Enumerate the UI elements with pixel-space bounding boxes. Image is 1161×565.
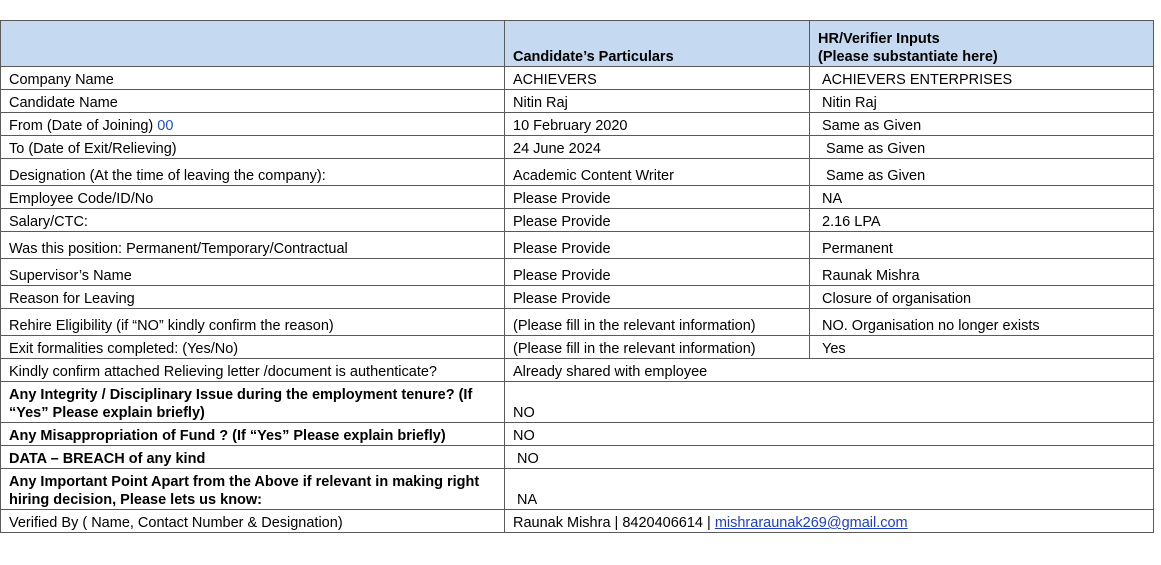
row-label: Any Integrity / Disciplinary Issue during the employment tenure? (If “Yes” Please explain briefly) — [1, 382, 505, 423]
row-label: Candidate Name — [1, 90, 505, 113]
header-hr-verifier-inputs — [810, 21, 1154, 67]
header-hr-title: HR/Verifier Inputs — [818, 31, 940, 47]
table-row — [1, 309, 1154, 336]
table-row — [1, 136, 1154, 159]
candidate-value: Please Provide — [505, 259, 810, 286]
candidate-value: 10 February 2020 — [505, 113, 810, 136]
header-empty-cell — [1, 21, 505, 67]
table-row — [1, 209, 1154, 232]
candidate-value: Please Provide — [505, 286, 810, 309]
table-row — [1, 359, 1154, 382]
hr-value: Permanent — [810, 232, 1154, 259]
header-candidate-particulars: Candidate’s Particulars — [505, 21, 810, 67]
candidate-value: Nitin Raj — [505, 90, 810, 113]
merged-value: NO — [505, 423, 1154, 446]
table-row — [1, 113, 1154, 136]
table-row — [1, 159, 1154, 186]
table-row — [1, 286, 1154, 309]
hr-value: 2.16 LPA — [810, 209, 1154, 232]
verified-by-value — [505, 510, 1154, 533]
row-label: Rehire Eligibility (if “NO” kindly confirm the reason) — [1, 309, 505, 336]
table-row — [1, 90, 1154, 113]
table-row — [1, 186, 1154, 209]
candidate-value: Please Provide — [505, 209, 810, 232]
table-row — [1, 232, 1154, 259]
table-row — [1, 423, 1154, 446]
verification-form — [0, 20, 1153, 533]
verification-table — [0, 20, 1154, 533]
candidate-value: (Please fill in the relevant information) — [505, 336, 810, 359]
header-hr-subtitle: (Please substantiate here) — [818, 49, 998, 65]
merged-value: Already shared with employee — [505, 359, 1154, 382]
header-row — [1, 21, 1154, 67]
row-label: Salary/CTC: — [1, 209, 505, 232]
hr-value: ACHIEVERS ENTERPRISES — [810, 67, 1154, 90]
merged-value: NO — [505, 382, 1154, 423]
hr-value: NO. Organisation no longer exists — [810, 309, 1154, 336]
table-row — [1, 67, 1154, 90]
table-row — [1, 446, 1154, 469]
merged-value: NO — [505, 446, 1154, 469]
row-label: Any Misappropriation of Fund ? (If “Yes” Please explain briefly) — [1, 423, 505, 446]
table-row — [1, 469, 1154, 510]
table-row — [1, 336, 1154, 359]
candidate-value: 24 June 2024 — [505, 136, 810, 159]
merged-value: NA — [505, 469, 1154, 510]
row-label: Kindly confirm attached Relieving letter /document is authenticate? — [1, 359, 505, 382]
hr-value: Same as Given — [810, 113, 1154, 136]
verified-by-label: Verified By ( Name, Contact Number & Designation) — [1, 510, 505, 533]
row-label: Employee Code/ID/No — [1, 186, 505, 209]
candidate-value: (Please fill in the relevant information) — [505, 309, 810, 336]
row-label: Exit formalities completed: (Yes/No) — [1, 336, 505, 359]
row-label-suffix: 00 — [157, 118, 174, 134]
row-label — [1, 113, 505, 136]
hr-value: NA — [810, 186, 1154, 209]
row-label-text: From (Date of Joining) — [9, 118, 158, 134]
row-label: DATA – BREACH of any kind — [1, 446, 505, 469]
table-row — [1, 382, 1154, 423]
verifier-email-link[interactable]: mishraraunak269@gmail.com — [714, 515, 908, 531]
hr-value: Closure of organisation — [810, 286, 1154, 309]
candidate-value: ACHIEVERS — [505, 67, 810, 90]
candidate-value: Please Provide — [505, 186, 810, 209]
row-label: Reason for Leaving — [1, 286, 505, 309]
hr-value: Raunak Mishra — [810, 259, 1154, 286]
hr-value: Same as Given — [810, 159, 1154, 186]
hr-value: Nitin Raj — [810, 90, 1154, 113]
row-label: Any Important Point Apart from the Above if relevant in making right hiring decision, Please lets us know: — [1, 469, 505, 510]
row-label: Supervisor’s Name — [1, 259, 505, 286]
row-label: Company Name — [1, 67, 505, 90]
hr-value: Same as Given — [810, 136, 1154, 159]
verifier-details: Raunak Mishra | 8420406614 | — [513, 515, 715, 531]
row-label: To (Date of Exit/Relieving) — [1, 136, 505, 159]
table-row — [1, 259, 1154, 286]
row-label: Was this position: Permanent/Temporary/Contractual — [1, 232, 505, 259]
hr-value: Yes — [810, 336, 1154, 359]
row-label: Designation (At the time of leaving the company): — [1, 159, 505, 186]
verified-by-row — [1, 510, 1154, 533]
candidate-value: Academic Content Writer — [505, 159, 810, 186]
candidate-value: Please Provide — [505, 232, 810, 259]
